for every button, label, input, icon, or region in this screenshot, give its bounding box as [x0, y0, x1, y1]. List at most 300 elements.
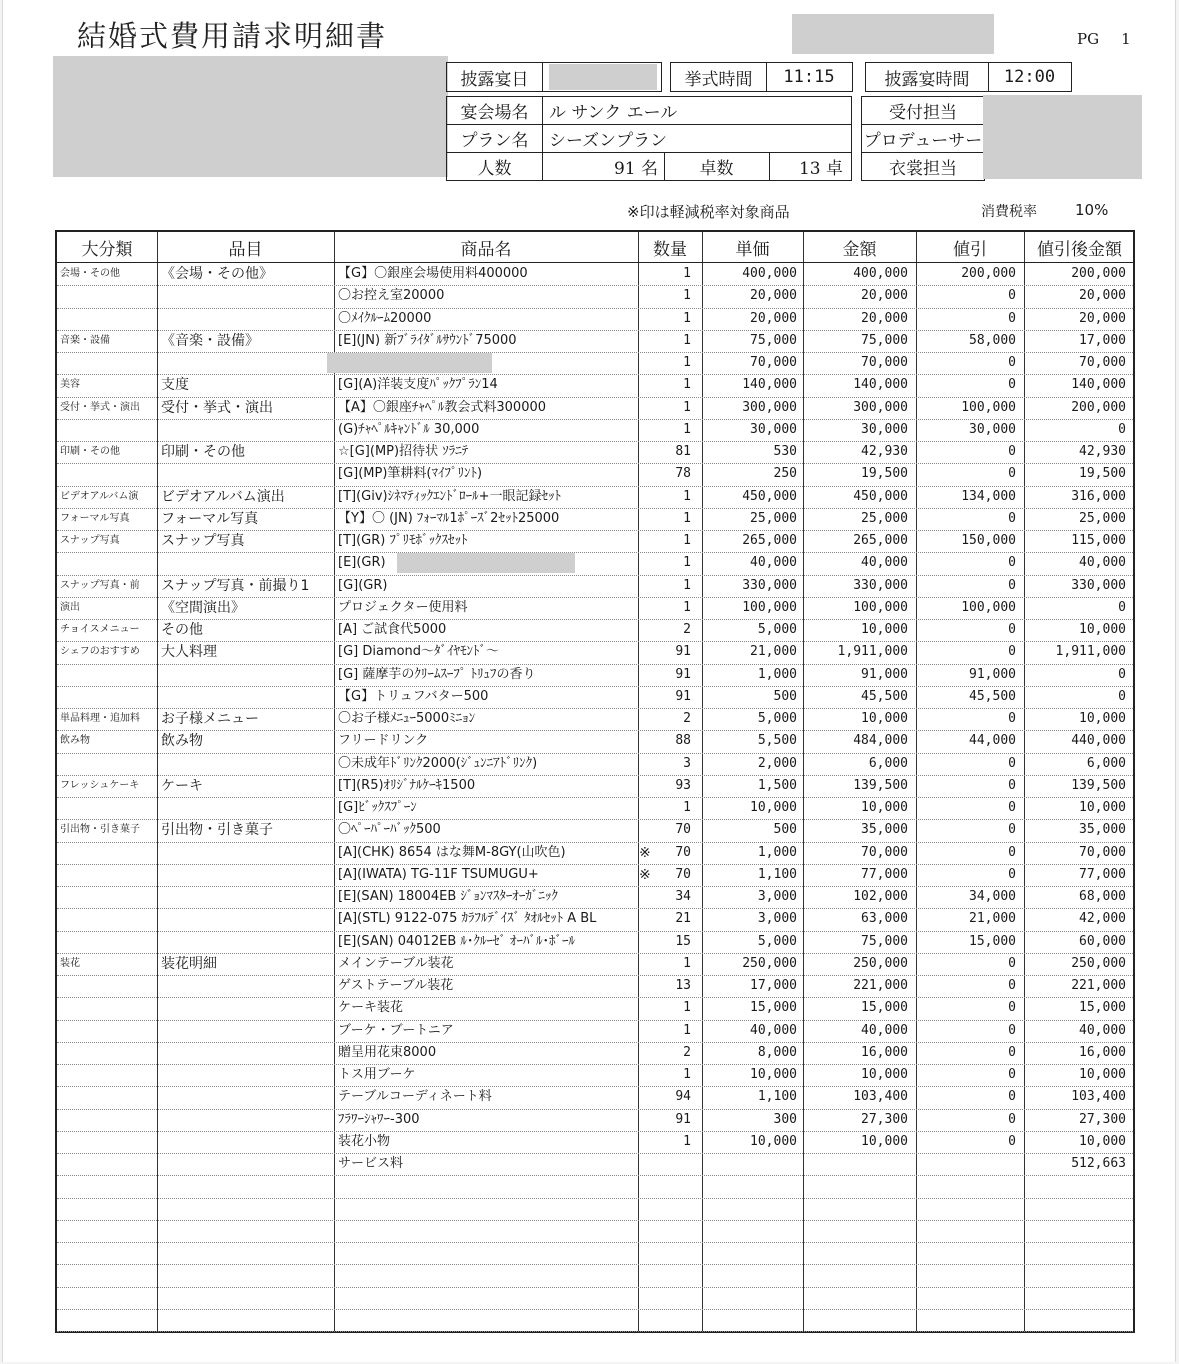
product-cell: 〇お控え室20000 [338, 288, 445, 304]
product-cell: [G] Diamond～ﾀﾞｲﾔﾓﾝﾄﾞ～ [338, 644, 500, 660]
net-amount-cell: 6,000 [1086, 755, 1126, 771]
category-cell: 印刷・その他 [60, 446, 120, 457]
unit-price-cell: 17,000 [750, 978, 797, 993]
costume-staff-label: 衣裳担当 [889, 159, 957, 179]
discount-cell: 0 [1008, 1067, 1016, 1082]
quantity-cell: 1 [683, 421, 691, 437]
unit-price-cell: 8,000 [757, 1044, 797, 1060]
table-row [57, 575, 1133, 597]
category-cell: 会場・その他 [60, 268, 120, 279]
discount-cell: 0 [1008, 711, 1016, 726]
product-cell: [A] ご試食代5000 [338, 622, 447, 637]
redacted-block [549, 64, 657, 90]
amount-cell: 15,000 [861, 1000, 908, 1016]
quantity-cell: 1 [683, 488, 691, 504]
quantity-cell: 1 [683, 377, 691, 393]
net-amount-cell: 42,000 [1079, 911, 1126, 927]
product-cell: ゲストテーブル装花 [338, 978, 454, 993]
amount-cell: 10,000 [861, 622, 908, 637]
header-quantity: 数量 [653, 239, 687, 260]
net-amount-cell: 42,930 [1079, 444, 1126, 459]
category-cell: ビデオアルバム演 [60, 490, 139, 502]
header-discount: 値引 [953, 239, 987, 260]
net-amount-cell: 200,000 [1071, 399, 1126, 415]
discount-cell: 0 [1008, 622, 1016, 637]
amount-cell: 400,000 [853, 266, 908, 281]
net-amount-cell: 250,000 [1071, 955, 1126, 971]
amount-cell: 10,000 [861, 711, 908, 726]
amount-cell: 265,000 [853, 533, 908, 548]
unit-price-cell: 75,000 [750, 332, 797, 348]
unit-price-cell: 30,000 [750, 421, 797, 437]
unit-price-cell: 1,000 [757, 844, 797, 860]
product-cell: [T](R5)ｵﾘｼﾞﾅﾙｹｰｷ1500 [338, 777, 476, 793]
amount-cell: 300,000 [853, 399, 908, 415]
product-cell: ﾌﾗﾜｰｼｬﾜｰ-300 [338, 1111, 420, 1127]
discount-cell: 0 [1008, 444, 1016, 459]
product-cell: 〇ﾍﾟｰﾊﾟｰﾊﾞｯｸ500 [338, 822, 441, 838]
discount-cell: 30,000 [969, 421, 1016, 437]
table-row [57, 908, 1133, 930]
amount-cell: 63,000 [861, 911, 908, 927]
unit-price-cell: 500 [773, 822, 797, 838]
table-row [57, 1153, 1133, 1175]
net-amount-cell: 19,500 [1079, 466, 1126, 482]
quantity-cell: 3 [683, 755, 691, 771]
product-cell: 贈呈用花束8000 [338, 1044, 437, 1060]
amount-cell: 140,000 [853, 377, 908, 393]
net-amount-cell: 40,000 [1079, 1022, 1126, 1038]
table-row [57, 352, 1133, 374]
table-row [57, 730, 1133, 752]
reception-time-value: 12:00 [1003, 67, 1056, 87]
product-cell: [E](GR) [338, 555, 386, 571]
table-row [57, 330, 1133, 352]
ceremony-time-label: 挙式時間 [684, 69, 753, 90]
amount-cell: 330,000 [853, 577, 908, 593]
amount-cell: 30,000 [861, 421, 908, 437]
amount-cell: 102,000 [853, 889, 908, 904]
unit-price-cell: 400,000 [742, 266, 797, 281]
tables-label: 卓数 [699, 159, 734, 179]
product-cell: ケーキ装花 [338, 1000, 404, 1016]
item-cell: 《会場・その他》 [161, 266, 273, 282]
amount-cell: 77,000 [861, 866, 908, 882]
item-cell: 装花明細 [161, 955, 217, 972]
table-row [57, 285, 1133, 307]
quantity-cell: 88 [675, 733, 691, 749]
reception-time-label: 披露宴時間 [884, 69, 970, 90]
amount-cell: 6,000 [868, 755, 908, 771]
quantity-cell: 34 [675, 889, 691, 904]
plan-label: プラン名 [460, 131, 529, 151]
unit-price-cell: 250,000 [742, 955, 797, 971]
product-cell: [G](MP)筆耕料(ﾏｲﾌﾟﾘﾝﾄ) [338, 466, 483, 482]
product-cell: [G](GR) [338, 577, 388, 593]
quantity-cell: 1 [683, 510, 691, 526]
discount-cell: 0 [1008, 955, 1016, 971]
header-unit-price: 単価 [735, 239, 770, 260]
product-cell: (G)ﾁｬﾍﾟﾙｷｬﾝﾄﾞﾙ 30,000 [338, 421, 480, 437]
unit-price-cell: 40,000 [750, 1022, 797, 1038]
unit-price-cell: 1,500 [757, 777, 797, 793]
product-cell: [G](A)洋装支度ﾊﾟｯｸﾌﾟﾗﾝ14 [338, 377, 498, 393]
product-cell: 〇お子様ﾒﾆｭｰ5000ﾐﾆｮﾝ [338, 711, 476, 726]
header-item: 品目 [228, 239, 263, 260]
discount-cell: 0 [1008, 377, 1016, 393]
header-net-amount: 値引後金額 [1037, 239, 1122, 260]
unit-price-cell: 300,000 [742, 399, 797, 415]
discount-cell: 0 [1008, 288, 1016, 304]
product-cell: 〇ﾒｲｸﾙｰﾑ20000 [338, 310, 432, 326]
category-cell: 受付・挙式・演出 [60, 401, 140, 413]
net-amount-cell: 1,911,000 [1055, 644, 1126, 660]
amount-cell: 35,000 [861, 822, 908, 838]
discount-cell: 0 [1008, 755, 1016, 771]
amount-cell: 91,000 [861, 666, 908, 682]
product-cell: サービス料 [338, 1156, 404, 1171]
unit-price-cell: 1,100 [757, 866, 797, 882]
product-cell: [E](SAN) 18004EB ｼﾞｮﾝﾏｽﾀｰｵｰｶﾞﾆｯｸ [338, 889, 558, 904]
item-cell: ビデオアルバム演出 [161, 488, 285, 505]
net-amount-cell: 20,000 [1079, 310, 1126, 326]
redacted-block [397, 553, 575, 573]
quantity-cell: 1 [683, 288, 691, 304]
tables-value: 13 卓 [798, 159, 843, 179]
table-row [57, 797, 1133, 819]
ceremony-time-box [670, 62, 853, 92]
product-cell: 【G】トリュフバター500 [338, 688, 489, 704]
quantity-cell: 1 [683, 1022, 691, 1038]
product-cell: [T](GR) ﾌﾟﾘﾓﾎﾞｯｸｽｾｯﾄ [338, 533, 468, 548]
table-row [57, 597, 1133, 619]
amount-cell: 450,000 [853, 488, 908, 504]
quantity-cell: 21 [675, 911, 691, 927]
amount-cell: 20,000 [861, 288, 908, 304]
unit-price-cell: 330,000 [742, 577, 797, 593]
invoice-sheet [2, 0, 1176, 1362]
amount-cell: 40,000 [861, 1022, 908, 1038]
net-amount-cell: 70,000 [1079, 844, 1126, 860]
unit-price-cell: 21,000 [750, 644, 797, 660]
unit-price-cell: 10,000 [750, 1133, 797, 1149]
product-cell: ☆[G](MP)招待状 ｿﾗﾆﾃ [338, 444, 469, 459]
product-cell: [T](Giv)ｼﾈﾏﾃｨｯｸｴﾝﾄﾞﾛｰﾙ+一眼記録ｾｯﾄ [338, 488, 561, 504]
net-amount-cell: 115,000 [1071, 533, 1126, 548]
quantity-cell: 2 [683, 1044, 691, 1060]
item-cell: 《音楽・設備》 [161, 332, 259, 349]
net-amount-cell: 15,000 [1079, 1000, 1126, 1016]
product-cell: 〇未成年ﾄﾞﾘﾝｸ2000(ｼﾞｭﾝﾆｱﾄﾞﾘﾝｸ) [338, 755, 538, 771]
table-row [57, 1020, 1133, 1042]
net-amount-cell: 140,000 [1071, 377, 1126, 393]
discount-cell: 0 [1008, 1000, 1016, 1016]
quantity-cell: 70 [675, 822, 691, 838]
discount-cell: 0 [1008, 1089, 1016, 1105]
quantity-cell: 91 [675, 666, 691, 682]
net-amount-cell: 0 [1118, 688, 1126, 704]
table-row [57, 997, 1133, 1019]
amount-cell: 25,000 [861, 510, 908, 526]
quantity-cell: 2 [683, 711, 691, 726]
item-cell: お子様メニュー [161, 711, 259, 727]
net-amount-cell: 20,000 [1079, 288, 1126, 304]
quantity-cell: 1 [683, 1133, 691, 1149]
net-amount-cell: 77,000 [1079, 866, 1126, 882]
event-details-box [446, 96, 852, 181]
table-row [57, 975, 1133, 997]
product-cell: メインテーブル装花 [338, 955, 454, 971]
quantity-cell: 91 [675, 688, 691, 704]
quantity-cell: 91 [675, 1111, 691, 1127]
table-row [57, 886, 1133, 908]
discount-cell: 0 [1008, 866, 1016, 882]
amount-cell: 484,000 [853, 733, 908, 749]
tax-rate-label: 消費税率 [981, 204, 1037, 220]
discount-cell: 44,000 [969, 733, 1016, 749]
item-cell: 大人料理 [161, 644, 217, 661]
product-cell: [E](SAN) 04012EB ﾙ･ｸﾙｰｾﾞ ｵｰﾊﾞﾙ･ﾎﾞｰﾙ [338, 933, 575, 949]
table-row [57, 419, 1133, 441]
net-amount-cell: 10,000 [1079, 711, 1126, 726]
redacted-block [53, 56, 448, 177]
table-row [57, 463, 1133, 485]
amount-cell: 45,500 [861, 688, 908, 704]
discount-cell: 0 [1008, 1133, 1016, 1149]
item-cell: ケーキ [161, 777, 203, 794]
discount-cell: 0 [1008, 1044, 1016, 1060]
page-value: 1 [1121, 30, 1131, 48]
net-amount-cell: 512,663 [1071, 1156, 1126, 1171]
quantity-cell: 1 [683, 399, 691, 415]
page-number [1077, 30, 1131, 48]
category-cell: シェフのおすすめ [60, 646, 140, 658]
net-amount-cell: 35,000 [1079, 822, 1126, 838]
discount-cell: 0 [1008, 644, 1016, 660]
quantity-cell: 1 [683, 599, 691, 615]
quantity-cell: 78 [675, 466, 691, 482]
discount-cell: 100,000 [961, 399, 1016, 415]
net-amount-cell: 330,000 [1071, 577, 1126, 593]
unit-price-cell: 1,000 [757, 666, 797, 682]
quantity-cell: 81 [675, 444, 691, 459]
item-cell: 引出物・引き菓子 [161, 822, 273, 839]
product-cell: [E](JN) 新ﾌﾞﾗｲﾀﾞﾙｻｳﾝﾄﾞ75000 [338, 332, 517, 348]
unit-price-cell: 100,000 [742, 599, 797, 615]
category-cell: 引出物・引き菓子 [60, 824, 140, 836]
guests-label: 人数 [477, 159, 512, 179]
category-cell: 美容 [60, 379, 80, 391]
category-cell: チョイスメニュー [60, 624, 140, 635]
category-cell: 装花 [60, 957, 80, 969]
reception-date-label: 披露宴日 [460, 69, 529, 90]
amount-cell: 75,000 [861, 332, 908, 348]
header-product: 商品名 [460, 239, 512, 260]
header-category: 大分類 [81, 239, 133, 260]
unit-price-cell: 250 [773, 466, 797, 482]
discount-cell: 0 [1008, 822, 1016, 838]
unit-price-cell: 2,000 [757, 755, 797, 771]
table-row [57, 1042, 1133, 1064]
table-row [57, 441, 1133, 463]
product-cell: フリードリンク [338, 733, 429, 749]
unit-price-cell: 265,000 [742, 533, 797, 548]
table-row [57, 1064, 1133, 1086]
item-cell: 支度 [161, 377, 189, 394]
ceremony-time-value: 11:15 [783, 67, 835, 87]
amount-cell: 1,911,000 [837, 644, 908, 660]
redacted-block [327, 353, 492, 373]
guests-value: 91 名 [613, 159, 658, 179]
net-amount-cell: 440,000 [1071, 733, 1126, 749]
amount-cell: 19,500 [861, 466, 908, 482]
amount-cell: 42,930 [861, 444, 908, 459]
table-row [57, 1086, 1133, 1108]
table-row [57, 1131, 1133, 1153]
discount-cell: 0 [1008, 1022, 1016, 1038]
category-cell: 演出 [60, 601, 80, 613]
item-cell: 印刷・その他 [161, 444, 245, 460]
net-amount-cell: 139,500 [1071, 777, 1126, 793]
discount-cell: 34,000 [969, 889, 1016, 904]
net-amount-cell: 68,000 [1079, 889, 1126, 904]
category-cell: スナップ写真・前 [60, 579, 140, 591]
discount-cell: 21,000 [969, 911, 1016, 927]
table-row [57, 308, 1133, 330]
table-row [57, 619, 1133, 641]
discount-cell: 0 [1008, 555, 1016, 571]
discount-cell: 15,000 [969, 933, 1016, 949]
product-cell: [A](STL) 9122-075 ｶﾗﾌﾙﾃﾞｲｽﾞ ﾀｵﾙｾｯﾄ A BL [338, 911, 597, 927]
net-amount-cell: 10,000 [1079, 622, 1126, 637]
product-cell: 【Y】〇 (JN) ﾌｫｰﾏﾙ1ﾎﾟｰｽﾞ2ｾｯﾄ25000 [338, 510, 560, 526]
discount-cell: 0 [1008, 1111, 1016, 1127]
amount-cell: 40,000 [861, 555, 908, 571]
unit-price-cell: 20,000 [750, 310, 797, 326]
venue-value: ル サンク エール [549, 103, 678, 123]
amount-cell: 221,000 [853, 978, 908, 993]
net-amount-cell: 103,400 [1071, 1089, 1126, 1105]
quantity-cell: 1 [683, 310, 691, 326]
tax-rate-value: 10% [1075, 201, 1109, 219]
category-cell: フォーマル写真 [60, 512, 130, 524]
amount-cell: 250,000 [853, 955, 908, 971]
item-cell: 飲み物 [161, 733, 203, 750]
amount-cell: 70,000 [861, 355, 908, 370]
quantity-cell: 1 [683, 266, 691, 281]
discount-cell: 0 [1008, 310, 1016, 326]
table-row [57, 374, 1133, 396]
discount-cell: 0 [1008, 777, 1016, 793]
amount-cell: 75,000 [861, 933, 908, 949]
discount-cell: 200,000 [961, 266, 1016, 281]
quantity-cell: 1 [683, 1067, 691, 1082]
net-amount-cell: 10,000 [1079, 1067, 1126, 1082]
reception-time-box [865, 62, 1072, 92]
staff-box [861, 96, 985, 181]
line-items-table [55, 230, 1135, 1333]
product-cell: ブーケ・ブートニア [338, 1022, 454, 1038]
quantity-cell: 70 [675, 844, 691, 860]
unit-price-cell: 530 [773, 444, 797, 459]
amount-cell: 20,000 [861, 310, 908, 326]
quantity-cell: 93 [675, 777, 691, 793]
net-amount-cell: 200,000 [1071, 266, 1126, 281]
table-row [57, 775, 1133, 797]
discount-cell: 0 [1008, 978, 1016, 993]
unit-price-cell: 70,000 [750, 355, 797, 370]
quantity-cell: 70 [675, 866, 691, 882]
item-cell: 《空間演出》 [161, 599, 245, 616]
discount-cell: 0 [1008, 844, 1016, 860]
net-amount-cell: 27,300 [1079, 1111, 1126, 1127]
venue-label: 宴会場名 [460, 103, 529, 123]
table-row [57, 686, 1133, 708]
discount-cell: 100,000 [961, 599, 1016, 615]
quantity-cell: 1 [683, 800, 691, 815]
redacted-block [983, 95, 1142, 179]
unit-price-cell: 40,000 [750, 555, 797, 571]
unit-price-cell: 3,000 [757, 911, 797, 927]
reception-staff-label: 受付担当 [889, 103, 957, 123]
item-cell: スナップ写真 [161, 533, 245, 549]
net-amount-cell: 40,000 [1079, 555, 1126, 571]
net-amount-cell: 0 [1118, 421, 1126, 437]
unit-price-cell: 500 [773, 688, 797, 704]
amount-cell: 10,000 [861, 800, 908, 815]
net-amount-cell: 0 [1118, 666, 1126, 682]
reduced-tax-mark: ※ [639, 844, 651, 861]
unit-price-cell: 450,000 [742, 488, 797, 504]
discount-cell: 0 [1008, 510, 1016, 526]
unit-price-cell: 1,100 [757, 1089, 797, 1105]
net-amount-cell: 16,000 [1079, 1044, 1126, 1060]
net-amount-cell: 60,000 [1079, 933, 1126, 949]
net-amount-cell: 221,000 [1071, 978, 1126, 993]
net-amount-cell: 316,000 [1071, 488, 1126, 504]
quantity-cell: 15 [675, 933, 691, 949]
amount-cell: 139,500 [853, 777, 908, 793]
table-row [57, 864, 1133, 886]
unit-price-cell: 25,000 [750, 510, 797, 526]
item-cell: スナップ写真・前撮り1 [161, 577, 310, 594]
quantity-cell: 1 [683, 955, 691, 971]
table-row [57, 664, 1133, 686]
unit-price-cell: 140,000 [742, 377, 797, 393]
category-cell: 単品料理・追加料 [60, 713, 140, 724]
amount-cell: 103,400 [853, 1089, 908, 1105]
table-row [57, 1109, 1133, 1131]
discount-cell: 0 [1008, 466, 1016, 482]
unit-price-cell: 20,000 [750, 288, 797, 304]
product-cell: [G]ﾋﾞｯｸｽﾌﾟｰﾝ [338, 800, 417, 815]
product-cell: [A](IWATA) TG-11F TSUMUGU+ [338, 866, 539, 882]
unit-price-cell: 10,000 [750, 1067, 797, 1082]
product-cell: プロジェクター使用料 [338, 599, 468, 615]
discount-cell: 0 [1008, 800, 1016, 815]
table-row [57, 753, 1133, 775]
unit-price-cell: 15,000 [750, 1000, 797, 1016]
discount-cell: 150,000 [961, 533, 1016, 548]
item-cell: フォーマル写真 [161, 510, 259, 527]
category-cell: スナップ写真 [60, 535, 120, 546]
table-row [57, 931, 1133, 953]
table-row [57, 819, 1133, 841]
category-cell: 音楽・設備 [60, 334, 110, 346]
amount-cell: 27,300 [861, 1111, 908, 1127]
table-row [57, 842, 1133, 864]
discount-cell: 0 [1008, 355, 1016, 370]
